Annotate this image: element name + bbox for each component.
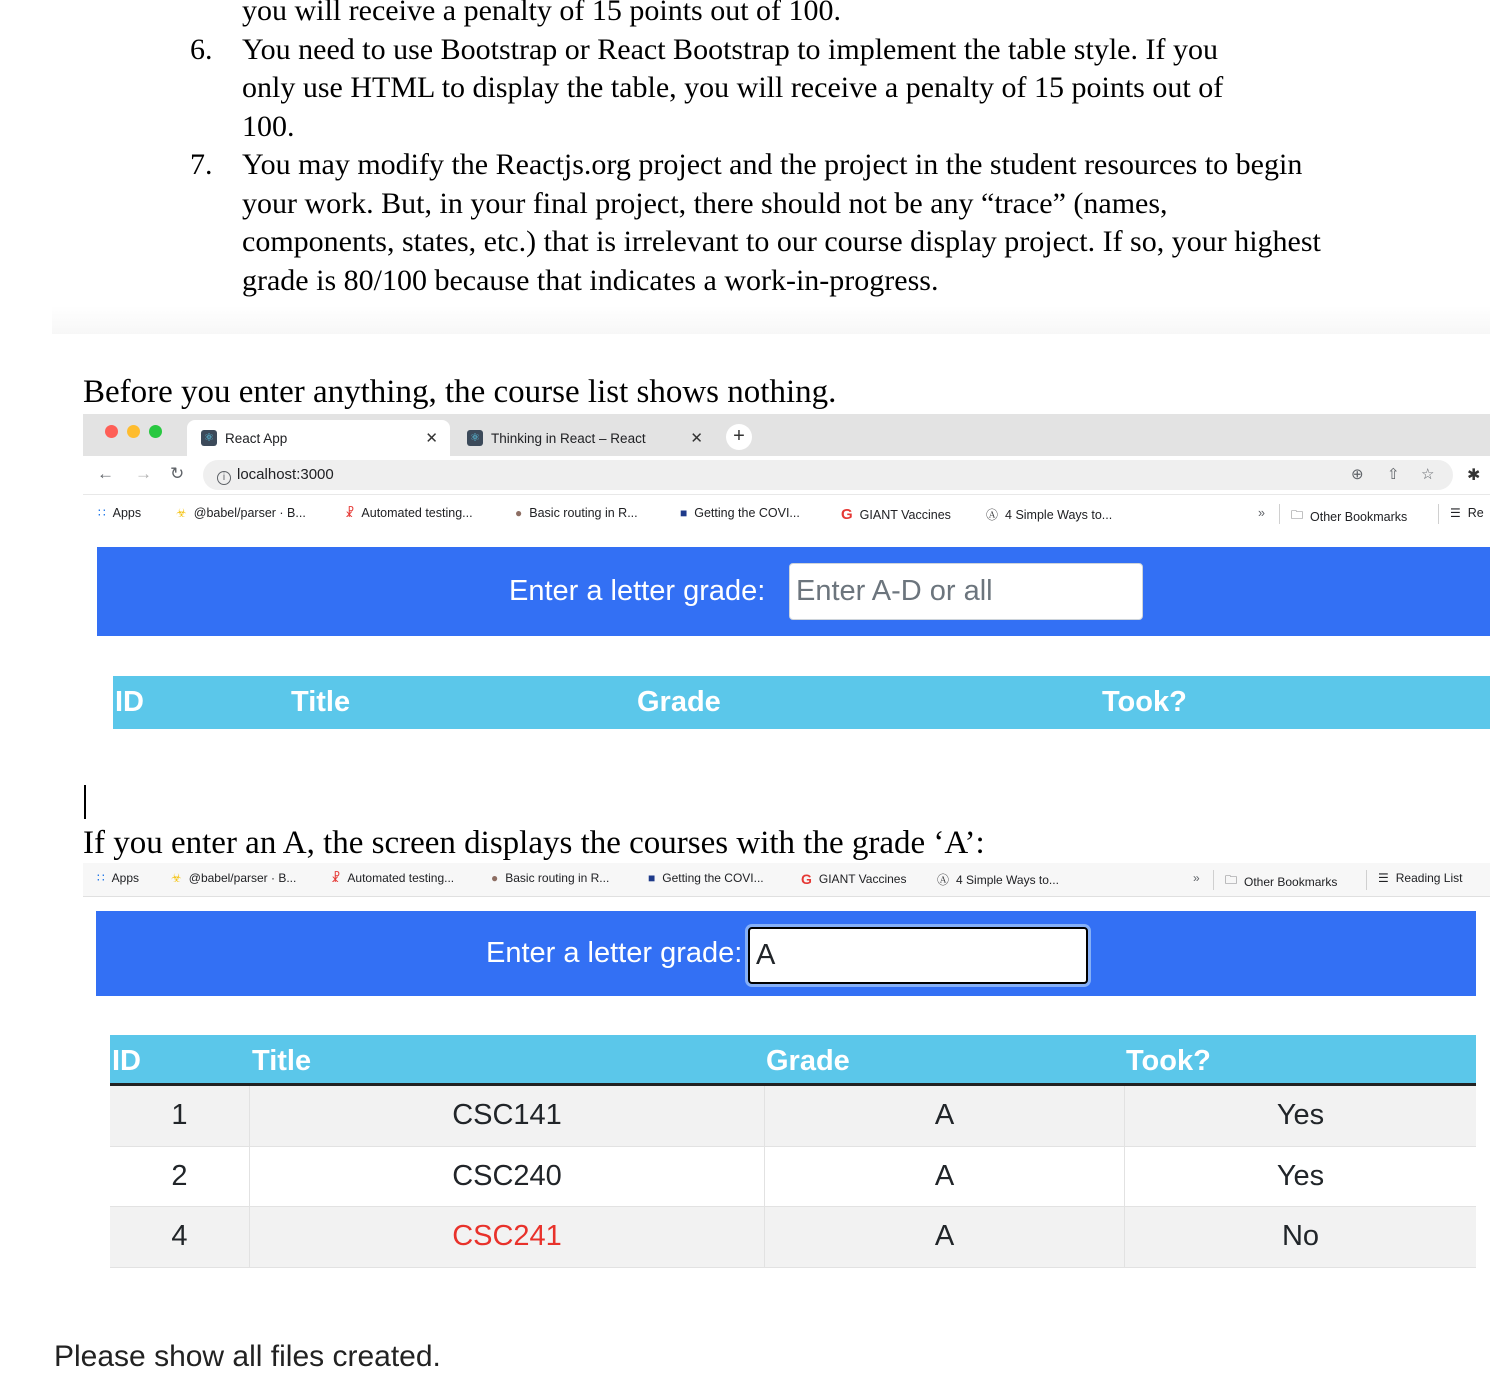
- more-bookmarks-icon[interactable]: »: [1193, 871, 1200, 885]
- pa-icon: ■: [680, 506, 688, 520]
- new-tab-button[interactable]: +: [726, 424, 752, 450]
- bookmark-giant-vaccines[interactable]: G GIANT Vaccines: [841, 506, 951, 523]
- bookmark-other[interactable]: 🗀 Other Bookmarks: [1225, 871, 1337, 892]
- bookmark-apps[interactable]: ∷ Apps: [97, 871, 139, 885]
- url-text: localhost:3000: [237, 466, 334, 483]
- course-table-body: [110, 1086, 1476, 1268]
- react-icon: ⚛: [201, 430, 217, 446]
- circle-a-icon: Ⓐ: [937, 873, 950, 887]
- cell-grade: A: [765, 1086, 1125, 1146]
- instruction-line: You may modify the Reactjs.org project and the project in the student resources to begin: [242, 148, 1303, 181]
- bookmark-reading-list[interactable]: ☰ Re: [1450, 506, 1484, 520]
- grade-input[interactable]: [789, 563, 1143, 620]
- reading-list-icon: ☰: [1378, 871, 1389, 885]
- bookmark-automated-testing[interactable]: ☧ Automated testing...: [331, 871, 455, 885]
- instruction-number: 7.: [190, 148, 213, 181]
- cell-id: 2: [110, 1147, 250, 1207]
- column-header-id: ID: [112, 1045, 141, 1077]
- table-row: [110, 1147, 1476, 1208]
- zoom-icon[interactable]: ⊕: [1351, 466, 1364, 483]
- apps-grid-icon: ∷: [98, 506, 106, 520]
- giant-icon: G: [841, 506, 853, 523]
- circle-a-icon: Ⓐ: [986, 508, 999, 522]
- column-header-grade: Grade: [637, 686, 721, 718]
- divider: [1279, 504, 1280, 524]
- footer-request: Please show all files created.: [54, 1340, 441, 1373]
- instruction-number: 6.: [190, 32, 213, 66]
- folder-icon: 🗀: [1291, 508, 1304, 522]
- instruction-line: your work. But, in your final project, there should not be any “trace” (names,: [242, 186, 1168, 220]
- bookmark-covid[interactable]: ■ Getting the COVI...: [680, 506, 800, 520]
- tab-thinking-in-react[interactable]: [453, 420, 715, 456]
- extensions-icon[interactable]: ✱: [1467, 467, 1481, 484]
- divider: [1366, 870, 1367, 890]
- browser-window: [83, 414, 1490, 532]
- instruction-item-6: [190, 31, 1480, 147]
- column-header-grade: Grade: [766, 1045, 850, 1077]
- forward-arrow-icon[interactable]: →: [135, 464, 152, 483]
- react-icon: ⚛: [467, 430, 483, 446]
- bookmark-basic-routing[interactable]: ● Basic routing in R...: [515, 506, 638, 520]
- jest-icon: ☧: [345, 506, 355, 520]
- cell-title-highlighted: CSC241: [250, 1207, 765, 1267]
- table-row: [110, 1207, 1476, 1268]
- bookmarks-bar: [83, 863, 1490, 897]
- reload-icon[interactable]: ↻: [170, 464, 185, 483]
- tab-title: Thinking in React – React: [491, 430, 646, 446]
- babel-icon: ☣: [176, 506, 187, 520]
- cell-grade: A: [765, 1207, 1125, 1267]
- column-header-title: Title: [291, 686, 351, 718]
- close-icon[interactable]: ✕: [425, 430, 438, 447]
- instruction-item-7: [190, 146, 1480, 300]
- star-icon[interactable]: ☆: [1421, 466, 1435, 483]
- cell-took: Yes: [1276, 1099, 1325, 1132]
- bookmarks-bar: [83, 494, 1490, 532]
- cell-title: CSC141: [250, 1086, 765, 1146]
- cell-grade: A: [765, 1147, 1125, 1207]
- browser-toolbar: [83, 456, 1490, 494]
- bookmark-simple-ways[interactable]: Ⓐ 4 Simple Ways to...: [986, 507, 1113, 522]
- cell-id: 1: [110, 1086, 250, 1146]
- instruction-line: 100.: [242, 109, 295, 143]
- address-bar[interactable]: [203, 460, 1453, 490]
- reading-list-icon: ☰: [1450, 506, 1461, 520]
- folder-icon: 🗀: [1225, 873, 1238, 887]
- bookmark-apps[interactable]: ∷ Apps: [98, 506, 142, 520]
- instruction-line: grade is 80/100 because that indicates a work-in-progress.: [242, 263, 939, 297]
- instruction-number: [190, 0, 242, 31]
- owl-icon: ●: [491, 871, 499, 885]
- column-header-id: ID: [115, 686, 144, 718]
- text-cursor: [84, 785, 86, 819]
- bookmark-reading-list[interactable]: ☰ Reading List: [1378, 871, 1463, 885]
- apps-grid-icon: ∷: [97, 871, 105, 885]
- bookmark-giant-vaccines[interactable]: G GIANT Vaccines: [801, 871, 907, 887]
- column-header-title: Title: [252, 1045, 312, 1077]
- bookmark-other[interactable]: 🗀 Other Bookmarks: [1291, 506, 1407, 527]
- info-icon[interactable]: i: [217, 471, 231, 485]
- cell-id: 4: [110, 1207, 250, 1267]
- instruction-list: [190, 0, 1480, 300]
- page-divider: [52, 306, 1490, 334]
- bookmark-simple-ways[interactable]: Ⓐ 4 Simple Ways to...: [937, 872, 1059, 887]
- giant-icon: G: [801, 871, 812, 887]
- caption-after: If you enter an A, the screen displays the courses with the grade ‘A’:: [83, 825, 985, 861]
- bookmark-basic-routing[interactable]: ● Basic routing in R...: [491, 871, 610, 885]
- instruction-line: components, states, etc.) that is irrelevant to our course display project. If so, your highest: [242, 225, 1321, 258]
- tab-title: React App: [225, 430, 288, 446]
- close-icon[interactable]: ✕: [690, 430, 703, 447]
- bookmark-babel[interactable]: ☣ @babel/parser · B...: [171, 871, 297, 885]
- jest-icon: ☧: [331, 871, 341, 885]
- owl-icon: ●: [515, 506, 523, 520]
- column-header-took: Took?: [1102, 686, 1187, 718]
- caption-before: Before you enter anything, the course list shows nothing.: [83, 374, 837, 410]
- instruction-item-5: [190, 0, 1480, 31]
- bookmark-babel[interactable]: ☣ @babel/parser · B...: [176, 506, 306, 520]
- grade-label: Enter a letter grade:: [509, 575, 766, 607]
- grade-input[interactable]: [748, 927, 1088, 984]
- bookmark-automated-testing[interactable]: ☧ Automated testing...: [345, 506, 473, 520]
- cell-title: CSC240: [250, 1147, 765, 1207]
- babel-icon: ☣: [171, 871, 182, 885]
- table-row: [110, 1086, 1476, 1147]
- pa-icon: ■: [648, 871, 656, 885]
- cell-took: No: [1281, 1220, 1320, 1253]
- minimize-window-button[interactable]: [127, 425, 140, 438]
- course-table-header: [113, 676, 1490, 729]
- close-window-button[interactable]: [105, 425, 118, 438]
- instruction-line: only use HTML to display the table, you will receive a penalty of 15 points out of: [242, 71, 1224, 104]
- tab-bar: [83, 414, 1490, 456]
- divider: [1213, 870, 1214, 890]
- course-table-header: [110, 1035, 1476, 1086]
- bookmark-covid[interactable]: ■ Getting the COVI...: [648, 871, 764, 885]
- column-header-took: Took?: [1126, 1045, 1211, 1077]
- tab-react-app[interactable]: [187, 420, 450, 456]
- instruction-line: you will receive a penalty of 15 points out of 100.: [242, 0, 842, 27]
- divider: [1438, 504, 1439, 524]
- share-icon[interactable]: ⇧: [1387, 466, 1400, 483]
- grade-label: Enter a letter grade:: [486, 937, 743, 969]
- back-arrow-icon[interactable]: ←: [97, 464, 114, 483]
- maximize-window-button[interactable]: [149, 425, 162, 438]
- more-bookmarks-icon[interactable]: »: [1258, 506, 1265, 520]
- grade-filter-banner: [97, 547, 1490, 636]
- cell-took: Yes: [1276, 1159, 1325, 1192]
- grade-filter-banner: [96, 911, 1476, 996]
- instruction-line: You need to use Bootstrap or React Bootstrap to implement the table style. If you: [242, 32, 1218, 66]
